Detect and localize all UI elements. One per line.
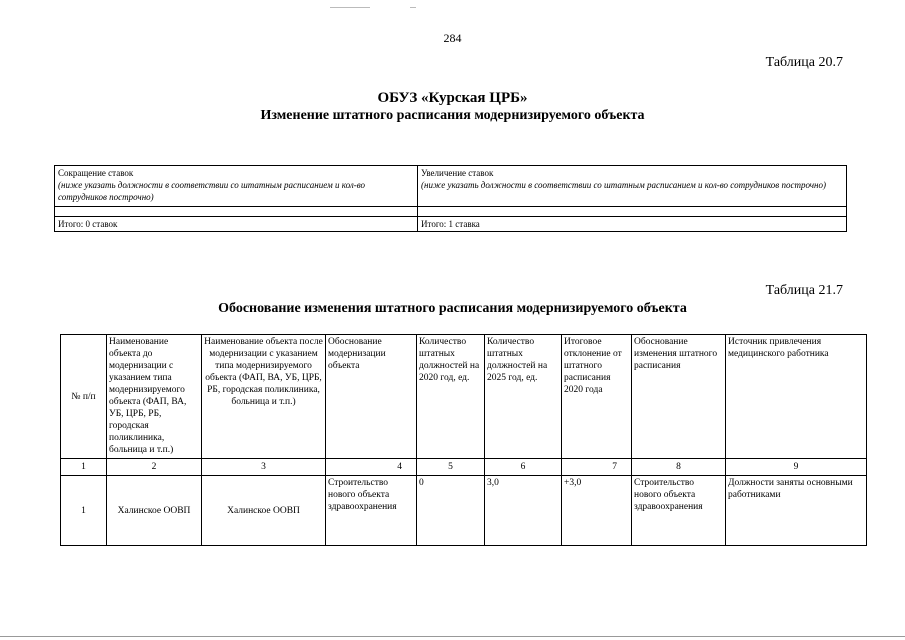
deviation: +3,0 [562,476,632,546]
column-number: 8 [632,459,726,476]
increase-header-cell [418,166,847,207]
column-number: 9 [726,459,867,476]
header-before: Наименование объекта до модернизации с указанием типа модернизируемого объекта (ФАП, ВА, УБ, ЦРБ, РБ, городская поликлиника, больница и т.п.) [107,335,202,459]
header-after: Наименование объекта после модернизации с указанием типа модернизируемого объекта (ФАП, ВА, УБ, ЦРБ, РБ, городская поликлиника, больница и т.п.) [202,335,326,459]
column-number: 4 [326,459,417,476]
table-row [55,166,847,207]
scan-artifact-mark [410,7,416,8]
staff-change-table [54,165,847,232]
row-number: 1 [61,476,107,546]
header-source: Источник привлечения медицинского работника [726,335,867,459]
table-row [55,217,847,232]
page-number: 284 [443,31,462,45]
increase-header: Увеличение ставок [421,168,494,178]
staff-justification: Строительство нового объекта здравоохранения [632,476,726,546]
header-staff-justification: Обоснование изменения штатного расписания [632,335,726,459]
column-number: 6 [485,459,562,476]
scan-bottom-edge [0,636,905,637]
object-before: Халинское ООВП [107,476,202,546]
increase-total: Итого: 1 ставка [418,217,847,232]
empty-cell [55,207,418,217]
column-number: 1 [61,459,107,476]
column-number: 3 [202,459,326,476]
table-20-7-title: Изменение штатного расписания модернизируемого объекта [260,108,645,123]
header-count-2025: Количество штатных должностей на 2025 год, ед. [485,335,562,459]
org-title: ОБУЗ «Курская ЦРБ» [377,90,528,106]
column-number: 2 [107,459,202,476]
reduction-total: Итого: 0 ставок [55,217,418,232]
object-after: Халинское ООВП [202,476,326,546]
header-deviation: Итоговое отклонение от штатного расписания 2020 года [562,335,632,459]
header-count-2020: Количество штатных должностей на 2020 год, ед. [417,335,485,459]
column-number: 7 [562,459,632,476]
increase-note: (ниже указать должности в соответствии со штатным расписанием и кол-во сотрудников построчно) [421,180,826,190]
reduction-note: (ниже указать должности в соответствии со штатным расписанием и кол-во сотрудников построчно) [58,180,366,202]
header-justification: Обоснование модернизации объекта [326,335,417,459]
table-20-7-label: Таблица 20.7 [765,55,843,70]
table-row [55,207,847,217]
worker-source: Должности заняты основными работниками [726,476,867,546]
count-2025: 3,0 [485,476,562,546]
header-num: № п/п [61,335,107,459]
table-21-7-title: Обоснование изменения штатного расписания модернизируемого объекта [218,301,687,316]
reduction-header: Сокращение ставок [58,168,134,178]
empty-cell [418,207,847,217]
column-number-row [61,459,867,476]
staff-justification-table [60,334,867,546]
table-21-7-label: Таблица 21.7 [765,283,843,298]
modernization-justification: Строительство нового объекта здравоохранения [326,476,417,546]
reduction-header-cell [55,166,418,207]
column-number: 5 [417,459,485,476]
header-row [61,335,867,459]
count-2020: 0 [417,476,485,546]
scan-artifact-line [330,7,370,8]
table-row [61,476,867,546]
